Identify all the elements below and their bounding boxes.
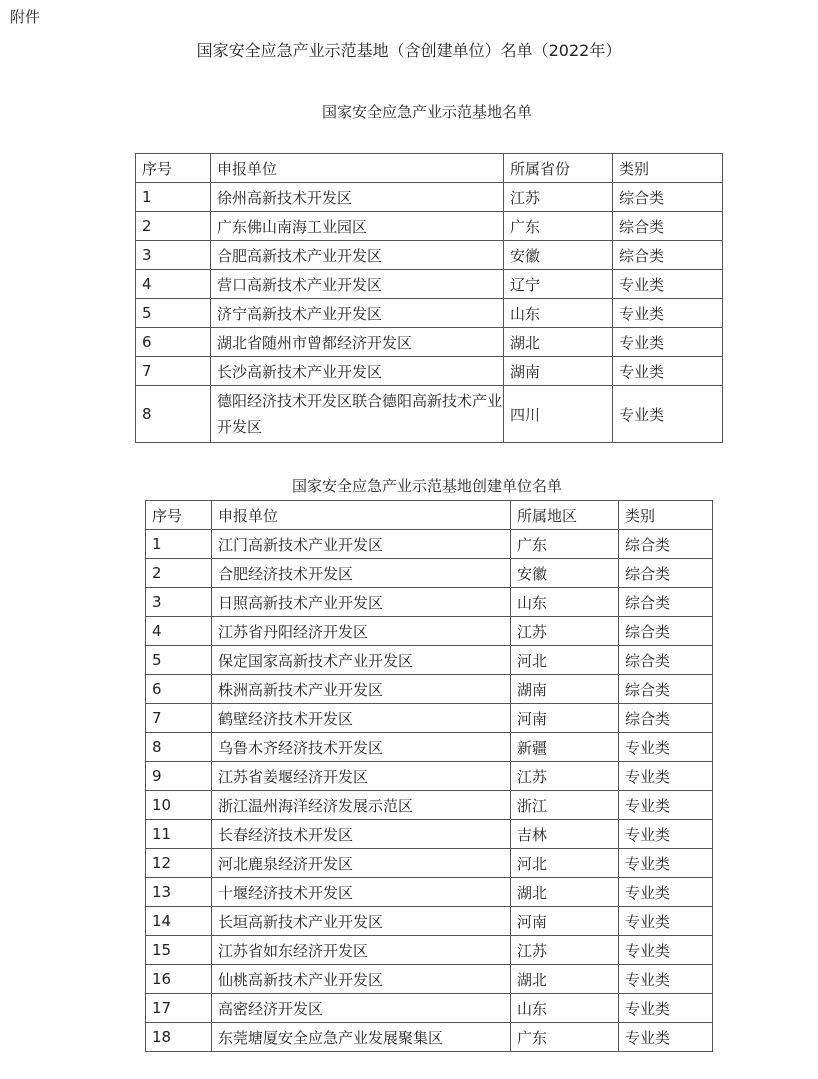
table-cell: 综合类 (613, 212, 723, 241)
table-cell: 综合类 (619, 617, 713, 646)
table-cell: 广东佛山南海工业园区 (211, 212, 504, 241)
table-row (146, 878, 713, 907)
table-cell: 江苏 (511, 762, 619, 791)
table-cell: 安徽 (511, 559, 619, 588)
table-cell: 专业类 (619, 733, 713, 762)
table-cell: 10 (146, 791, 212, 820)
table-cell: 专业类 (619, 936, 713, 965)
table-row (146, 617, 713, 646)
table-cell: 综合类 (619, 530, 713, 559)
table-cell: 河南 (511, 704, 619, 733)
table-cell: 综合类 (613, 183, 723, 212)
table-row (146, 907, 713, 936)
table-cell: 江苏省姜堰经济开发区 (212, 762, 511, 791)
page-title: 国家安全应急产业示范基地（含创建单位）名单（2022年） (196, 41, 622, 60)
table-cell: 江苏省如东经济开发区 (212, 936, 511, 965)
table-cell: 2 (136, 212, 211, 241)
table-cell: 济宁高新技术产业开发区 (211, 299, 504, 328)
table-row (146, 820, 713, 849)
table-row (146, 994, 713, 1023)
table1-body (136, 154, 723, 443)
table2-body (146, 501, 713, 1052)
table2-title: 国家安全应急产业示范基地创建单位名单 (291, 477, 562, 495)
table-cell: 辽宁 (504, 270, 613, 299)
table-row (146, 965, 713, 994)
table-cell: 山东 (511, 994, 619, 1023)
table-cell: 浙江 (511, 791, 619, 820)
table-cell: 鹤壁经济技术开发区 (212, 704, 511, 733)
column-header: 申报单位 (212, 501, 511, 530)
table-cell: 4 (136, 270, 211, 299)
table-row (146, 559, 713, 588)
table-cell: 江门高新技术产业开发区 (212, 530, 511, 559)
table-cell: 专业类 (619, 1023, 713, 1052)
table-cell: 河北 (511, 646, 619, 675)
table-cell: 东莞塘厦安全应急产业发展聚集区 (212, 1023, 511, 1052)
table-cell: 16 (146, 965, 212, 994)
table-cell: 综合类 (619, 646, 713, 675)
table-row (136, 357, 723, 386)
demonstration-base-table (135, 153, 723, 443)
table-cell: 长沙高新技术产业开发区 (211, 357, 504, 386)
table-row (136, 328, 723, 357)
table-row (136, 183, 723, 212)
table-cell: 专业类 (619, 762, 713, 791)
table-cell: 专业类 (619, 791, 713, 820)
table-cell: 综合类 (619, 559, 713, 588)
table-cell: 6 (146, 675, 212, 704)
table-cell: 5 (146, 646, 212, 675)
table-cell: 合肥经济技术开发区 (212, 559, 511, 588)
table-row (136, 299, 723, 328)
table-cell: 14 (146, 907, 212, 936)
table-cell: 仙桃高新技术产业开发区 (212, 965, 511, 994)
table-cell: 专业类 (613, 328, 723, 357)
table-row (136, 241, 723, 270)
table-cell: 3 (146, 588, 212, 617)
table-cell: 德阳经济技术开发区联合德阳高新技术产业开发区 (211, 386, 504, 443)
table-cell: 河南 (511, 907, 619, 936)
table-cell: 专业类 (619, 965, 713, 994)
table-cell: 长春经济技术开发区 (212, 820, 511, 849)
table1-title: 国家安全应急产业示范基地名单 (321, 103, 532, 121)
table-row (146, 588, 713, 617)
table-cell: 营口高新技术产业开发区 (211, 270, 504, 299)
table-row (146, 675, 713, 704)
table-row (146, 704, 713, 733)
table-cell: 7 (146, 704, 212, 733)
table-cell: 5 (136, 299, 211, 328)
column-header: 类别 (619, 501, 713, 530)
table-cell: 9 (146, 762, 212, 791)
table-cell: 专业类 (613, 299, 723, 328)
table-cell: 专业类 (619, 820, 713, 849)
table-cell: 保定国家高新技术产业开发区 (212, 646, 511, 675)
table-cell: 专业类 (619, 878, 713, 907)
table-cell: 广东 (511, 1023, 619, 1052)
table2-header-row (146, 501, 713, 530)
table-row (146, 646, 713, 675)
table-row (136, 270, 723, 299)
table-cell: 湖北 (511, 965, 619, 994)
column-header: 申报单位 (211, 154, 504, 183)
table-row (146, 733, 713, 762)
table-cell: 15 (146, 936, 212, 965)
table-cell: 13 (146, 878, 212, 907)
table-cell: 徐州高新技术开发区 (211, 183, 504, 212)
table-cell: 8 (146, 733, 212, 762)
table-row (136, 212, 723, 241)
table-cell: 江苏省丹阳经济开发区 (212, 617, 511, 646)
table-cell: 广东 (511, 530, 619, 559)
table-row (146, 762, 713, 791)
table-row (146, 530, 713, 559)
table-cell: 6 (136, 328, 211, 357)
table-cell: 浙江温州海洋经济发展示范区 (212, 791, 511, 820)
table-cell: 综合类 (619, 704, 713, 733)
table-cell: 湖北 (504, 328, 613, 357)
table-cell: 江苏 (511, 617, 619, 646)
column-header: 序号 (146, 501, 212, 530)
table-cell: 高密经济开发区 (212, 994, 511, 1023)
table-cell: 山东 (511, 588, 619, 617)
table-row (146, 791, 713, 820)
candidate-unit-table (145, 500, 713, 1052)
table-cell: 18 (146, 1023, 212, 1052)
table-cell: 新疆 (511, 733, 619, 762)
table-cell: 日照高新技术产业开发区 (212, 588, 511, 617)
table-cell: 综合类 (613, 241, 723, 270)
table-cell: 株洲高新技术产业开发区 (212, 675, 511, 704)
table-cell: 长垣高新技术产业开发区 (212, 907, 511, 936)
table-cell: 河北 (511, 849, 619, 878)
table-cell: 3 (136, 241, 211, 270)
table-cell: 8 (136, 386, 211, 443)
table-cell: 1 (136, 183, 211, 212)
table-cell: 四川 (504, 386, 613, 443)
table-cell: 11 (146, 820, 212, 849)
table-cell: 湖北 (511, 878, 619, 907)
column-header: 序号 (136, 154, 211, 183)
table-cell: 专业类 (613, 270, 723, 299)
table-cell: 吉林 (511, 820, 619, 849)
table-cell: 17 (146, 994, 212, 1023)
table-row (136, 386, 723, 443)
table-cell: 专业类 (619, 994, 713, 1023)
table-cell: 合肥高新技术产业开发区 (211, 241, 504, 270)
table-cell: 综合类 (619, 588, 713, 617)
table-cell: 江苏 (504, 183, 613, 212)
column-header: 所属省份 (504, 154, 613, 183)
annex-label: 附件 (10, 8, 41, 26)
table-cell: 湖北省随州市曾都经济开发区 (211, 328, 504, 357)
table-cell: 专业类 (619, 907, 713, 936)
table-row (146, 849, 713, 878)
table-cell: 乌鲁木齐经济技术开发区 (212, 733, 511, 762)
table-cell: 江苏 (511, 936, 619, 965)
table1-header-row (136, 154, 723, 183)
table-cell: 安徽 (504, 241, 613, 270)
table-cell: 湖南 (504, 357, 613, 386)
table-cell: 专业类 (619, 849, 713, 878)
table-cell: 4 (146, 617, 212, 646)
table-row (146, 1023, 713, 1052)
table-cell: 7 (136, 357, 211, 386)
table-cell: 山东 (504, 299, 613, 328)
table-cell: 专业类 (613, 357, 723, 386)
table-cell: 综合类 (619, 675, 713, 704)
table-cell: 湖南 (511, 675, 619, 704)
table-row (146, 936, 713, 965)
table-cell: 十堰经济技术开发区 (212, 878, 511, 907)
table-cell: 12 (146, 849, 212, 878)
column-header: 类别 (613, 154, 723, 183)
column-header: 所属地区 (511, 501, 619, 530)
table-cell: 河北鹿泉经济开发区 (212, 849, 511, 878)
table-cell: 广东 (504, 212, 613, 241)
table-cell: 2 (146, 559, 212, 588)
table-cell: 1 (146, 530, 212, 559)
table-cell: 专业类 (613, 386, 723, 443)
